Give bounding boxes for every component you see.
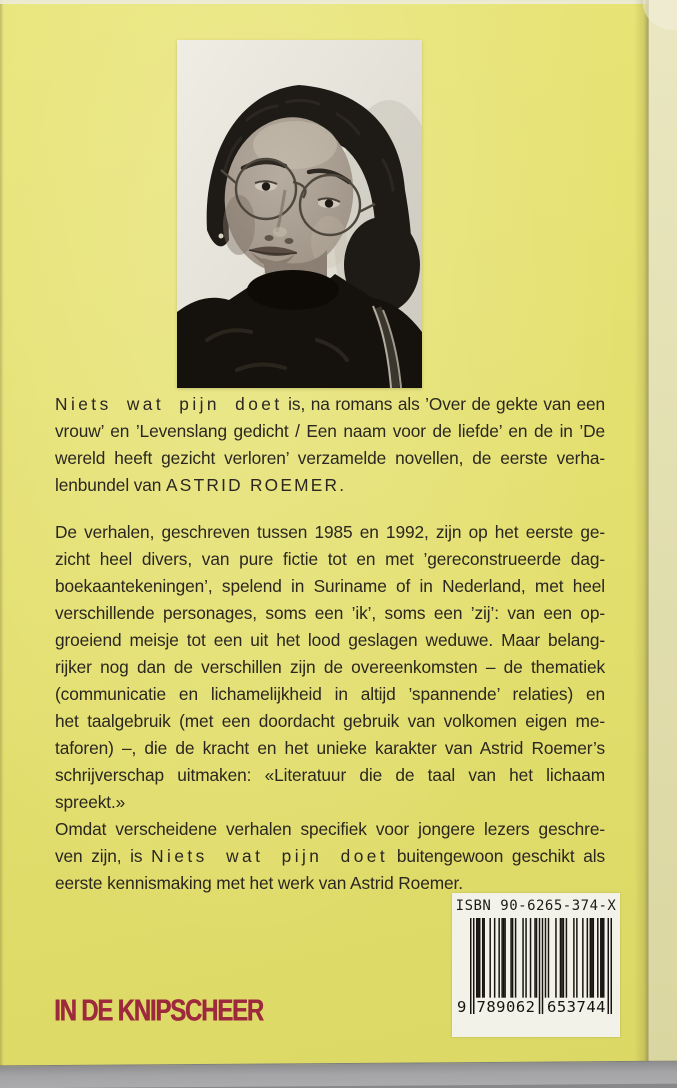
text-line: Omdat verscheidene verhalen specifiek voor jongere lezers geschre- [55,819,605,839]
text-line: zicht heel divers, van pure fictie tot en met ’gereconstrueerde dag- [55,549,605,569]
text-line: taforen) –, die de kracht en het unieke karakter van Astrid Roemer’s [55,738,605,758]
text-line: groeiend meisje tot een uit het lood geslagen weduwe. Maar belang- [55,630,605,650]
text-line: (communicatie en lichamelijkheid in altijd ’spannende’ relaties) en [55,684,605,704]
ean-group-1: 789062 [476,998,536,1016]
spine-crease-shadow [634,0,648,1080]
cover-top-edge [0,0,677,4]
text-line: vrouw’ en ’Levenslang gedicht / Een naam voor de liefde’ en de in ’De [55,421,605,441]
text-line: rijker nog dan de verschillen zijn de overeenkomsten – de thematiek [55,657,605,677]
publisher-logo: IN DE KNIPSCHEER [54,994,263,1028]
isbn-barcode-block [452,893,620,1037]
text-line: lenbundel van ASTRID ROEMER. [55,475,344,495]
text-line: ven zijn, is Niets wat pijn doet buitengewoon geschikt als [55,846,605,866]
text-line: De verhalen, geschreven tussen 1985 en 1992, zijn op het eerste ge- [55,522,605,542]
text-line: verschillende personages, soms een ’ik’, soms een ’zij’: van een op- [55,603,605,623]
text-line: Niets wat pijn doet is, na romans als ’Over de gekte van een [55,394,606,414]
scanner-background-strip [0,1061,677,1088]
ean-lead-digit: 9 [457,998,467,1016]
text-line: boekaantekeningen’, spelend in Suriname of in Nederland, met heel [55,576,605,596]
author-portrait-illustration [177,40,422,388]
text-line: het taalgebruik (met een doordacht gebruik van volkomen eigen me- [55,711,605,731]
text-line: spreekt.» [55,792,126,812]
isbn-number: ISBN 90-6265-374-X [455,898,617,914]
blurb-paragraph-2 [55,519,605,816]
text-line: wereld heeft gezicht verloren’ verzamelde novellen, de eerste verha- [55,448,605,468]
blurb-paragraph-1 [55,391,605,499]
spine-fold-band [648,0,677,1080]
ean-group-2: 653744 [547,998,606,1016]
blurb-paragraph-3 [55,816,605,897]
ean-digits [457,997,612,1018]
ean-barcode [457,918,612,1018]
author-photo [177,40,422,388]
text-line: eerste kennismaking met het werk van Astrid Roemer. [55,873,463,893]
text-line: schrijverschap uitmaken: «Literatuur die de taal van het lichaam [55,765,605,785]
